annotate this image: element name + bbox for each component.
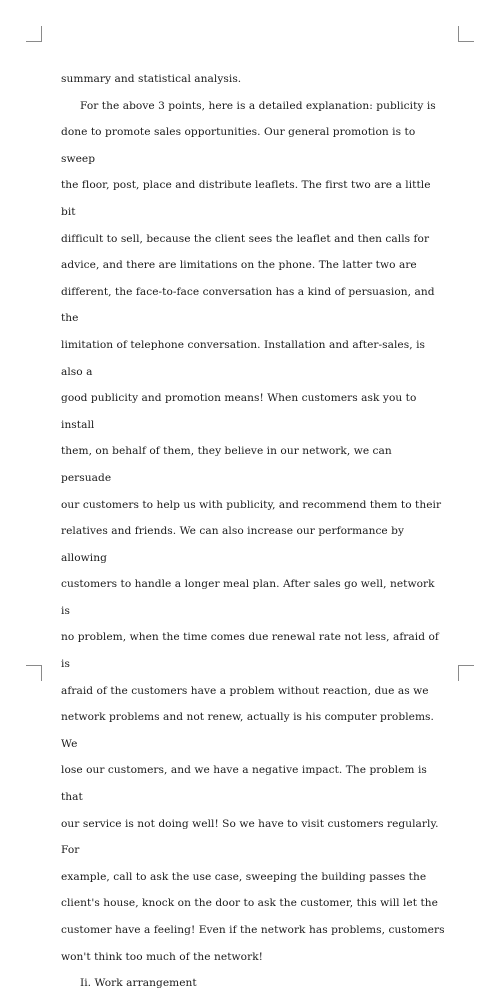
text-line: customer have a feeling! Even if the network has problems, customers <box>61 924 445 936</box>
paragraph-explanation <box>61 93 445 971</box>
crop-mark-top-right <box>458 26 474 42</box>
body-text <box>61 66 445 997</box>
text-line: no problem, when the time comes due renewal rate not less, afraid of is <box>61 631 439 671</box>
text-line: them, on behalf of them, they believe in our network, we can persuade <box>61 445 392 484</box>
text-line: relatives and friends. We can also increase our performance by allowing <box>61 525 405 564</box>
text-line: example, call to ask the use case, sweeping the building passes the <box>61 870 427 883</box>
text-line: different, the face-to-face conversation has a kind of persuasion, and the <box>61 285 435 325</box>
crop-mark-bottom-right <box>458 665 474 681</box>
text-line: difficult to sell, because the client sees the leaflet and then calls for <box>61 232 430 245</box>
text-line: summary and statistical analysis. <box>61 73 242 85</box>
text-line: customers to handle a longer meal plan. After sales go well, network is <box>61 578 435 617</box>
text-line: limitation of telephone conversation. Installation and after-sales, is also a <box>61 338 425 378</box>
text-line: lose our customers, and we have a negative impact. The problem is that <box>61 764 427 804</box>
text-line: our customers to help us with publicity, and recommend them to their <box>61 498 442 511</box>
section-heading: Ii. Work arrangement <box>80 977 197 990</box>
text-line: good publicity and promotion means! When customers ask you to install <box>61 392 417 431</box>
crop-mark-top-left <box>26 26 42 42</box>
text-line: our service is not doing well! So we have to visit customers regularly. For <box>61 817 439 857</box>
text-line: won't think too much of the network! <box>61 950 263 963</box>
text-line: the floor, post, place and distribute leaflets. The first two are a little bit <box>61 179 431 218</box>
paragraph-summary <box>61 66 445 93</box>
text-line: For the above 3 points, here is a detailed explanation: publicity is <box>80 99 436 112</box>
crop-mark-bottom-left <box>26 665 42 681</box>
text-line: afraid of the customers have a problem without reaction, due as we <box>61 684 429 697</box>
text-line: done to promote sales opportunities. Our general promotion is to sweep <box>61 126 416 165</box>
text-line: network problems and not renew, actually is his computer problems. We <box>61 711 434 750</box>
text-line: client's house, knock on the door to ask the customer, this will let the <box>61 897 438 910</box>
text-line: advice, and there are limitations on the phone. The latter two are <box>61 259 417 272</box>
